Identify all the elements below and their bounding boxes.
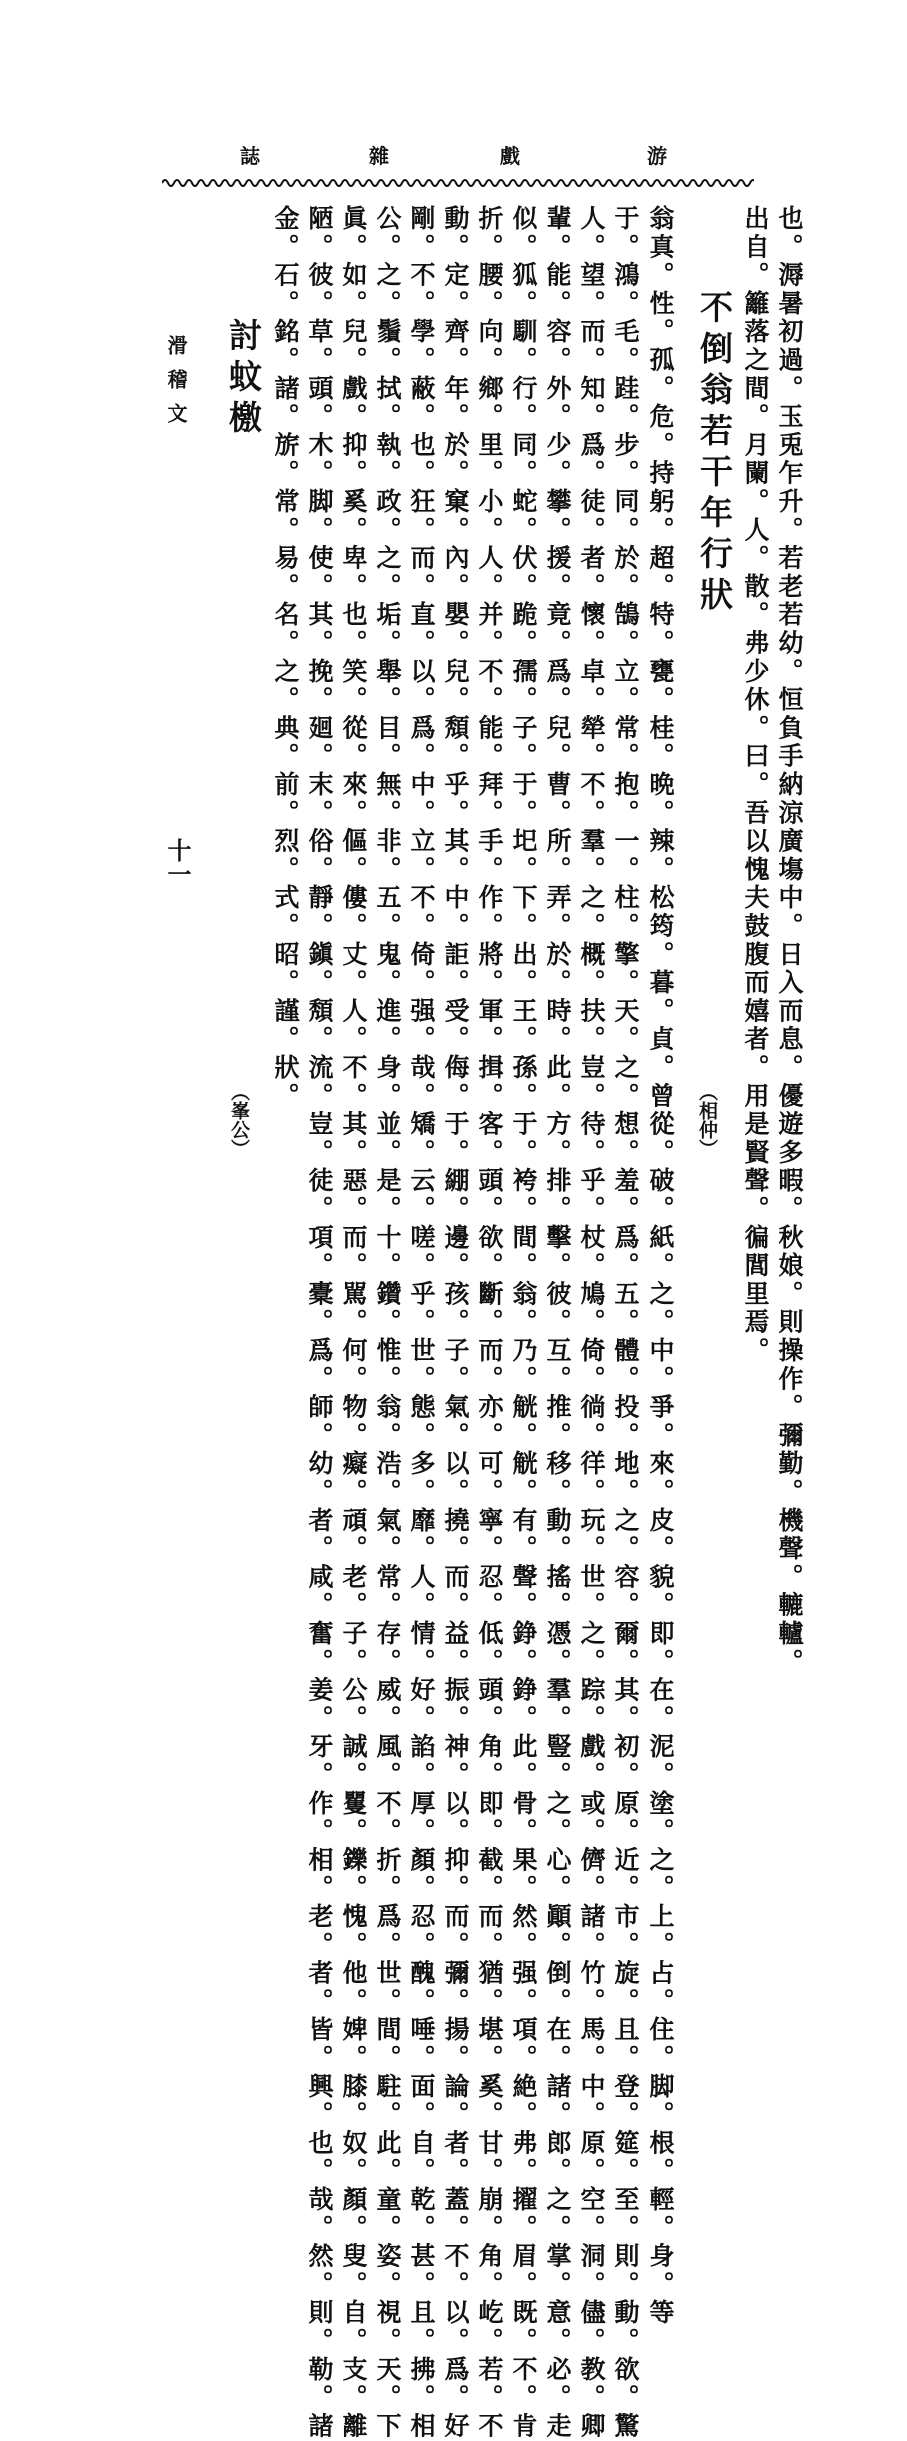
article1-column-5: 似。狐。馴。行。同。蛇。伏。跪。孺。子。于。圯。下。出。王。孫。于。袴。間。翁。乃。觥。觥。有。聲。錚。錚。此。骨。果。然。强。項。絶。弗。擢。眉。既。不。肯 [509, 205, 538, 2441]
article1-column-8: 剛。不。學。蔽。也。狂。而。直。以。爲。中。立。不。倚。强。哉。矯。云。嗟。乎。世。態。多。靡。人。情。好。諂。厚。顏。忍。醜。唾。面。自。乾。甚。且。拂。相 [407, 205, 436, 2441]
article2-author: （峯公） [228, 1082, 250, 1158]
intro-column-2: 出自。籬落之間。月闌。人。散。弗少休。曰。吾以愧夫鼓腹而嬉者。用是賢聲。徧閭里焉。 [741, 205, 770, 1366]
header-char-4: 誌 [240, 144, 260, 168]
article1-column-7: 動。定。齊。年。於。窠。內。嬰。兒。頽。乎。其。中。詎。受。侮。于。綳。邊。孩。子。氣。以。撓。而。益。振。神。以。抑。而。彌。揚。論。者。蓋。不。以。爲。好 [441, 205, 470, 2441]
article1-column-1: 翁真。性。孤。危。持躬。超。特。甕。桂。晩。辣。松筠。暮。貞。曾從。破。紙。之。中。爭。來。皮。貌。即。在。泥。塗。之。上。占。住。脚。根。輕。身。等 [646, 205, 675, 2328]
header-char-1: 游 [647, 144, 667, 168]
section-label: 滑稽文 [164, 335, 188, 437]
article1-column-11: 陋。彼。草。頭。木。脚。使。其。挽。廻。末。俗。靜。鎭。頽。流。豈。徒。項。橐。爲。師。幼。者。咸。奮。姜。牙。作。相。老。者。皆。興。也。哉。然。則。勒。諸 [305, 205, 334, 2441]
header-char-2: 戲 [500, 144, 520, 168]
page-header [0, 140, 907, 168]
header-char-3: 雜 [369, 144, 389, 168]
article1-column-4: 輩。能。容。外。少。攀。援。竟。爲。兒。曹。所。弄。於。時。此。方。排。擊。彼。互。推。移。動。搖。憑。羣。豎。之。心。顚。倒。在。諸。郎。之。掌。意。必。走 [543, 205, 572, 2441]
article2-title: 討蚊檄 [224, 318, 263, 441]
header-wavy-rule [162, 175, 754, 191]
intro-column-1: 也。溽暑初過。玉兎乍升。若老若幼。恒負手納涼廣塲中。日入而息。優遊多暇。秋娘。則操作。彌勤。機聲。轆轤。 [775, 205, 804, 1677]
article1-column-6: 折。腰。向。鄉。里。小。人。并。不。能。拜。手。作。將。軍。揖。客。頭。欲。斷。而。亦。可。寧。忍。低。頭。角。即。截。而。猶。堪。奚。甘。崩。角。屹。若。不 [475, 205, 504, 2441]
page-number: 十一 [163, 838, 192, 886]
article1-title: 不倒翁若干年行狀 [695, 290, 734, 618]
article1-column-3: 人。望。而。知。爲。徒。者。懷。卓。犖。不。羣。之。概。扶。豈。待。乎。杖。鳩。倚。徜。徉。玩。世。之。踪。戲。或。儕。諸。竹。馬。中。原。空。洞。儘。教。卿 [577, 205, 606, 2441]
article1-column-12: 金。石。銘。諸。旂。常。易。名。之。典。前。烈。式。昭。謹。狀。 [271, 205, 300, 1111]
article1-column-10: 眞。如。兒。戲。抑。奚。卑。也。笑。從。來。傴。僂。丈。人。不。其。惡。而。駡。何。物。癡。頑。老。子。公。誠。矍。鑠。愧。他。婢。膝。奴。顏。叟。自。支。離 [339, 205, 368, 2441]
article1-author: （相仲） [696, 1082, 718, 1158]
article1-column-9: 公。之。鬚。拭。執。政。之。垢。舉。目。無。非。五。鬼。進。身。並。是。十。鑽。惟。翁。浩。氣。常。存。威。風。不。折。爲。世。間。駐。此。童。姿。視。天。下 [373, 205, 402, 2441]
article1-column-2: 于。鴻。毛。跬。步。同。於。鵠。立。常。抱。一。柱。擎。天。之。想。羞。爲。五。體。投。地。之。容。爾。其。初。原。近。市。旋。且。登。筵。至。則。動。欲。驚 [611, 205, 640, 2441]
